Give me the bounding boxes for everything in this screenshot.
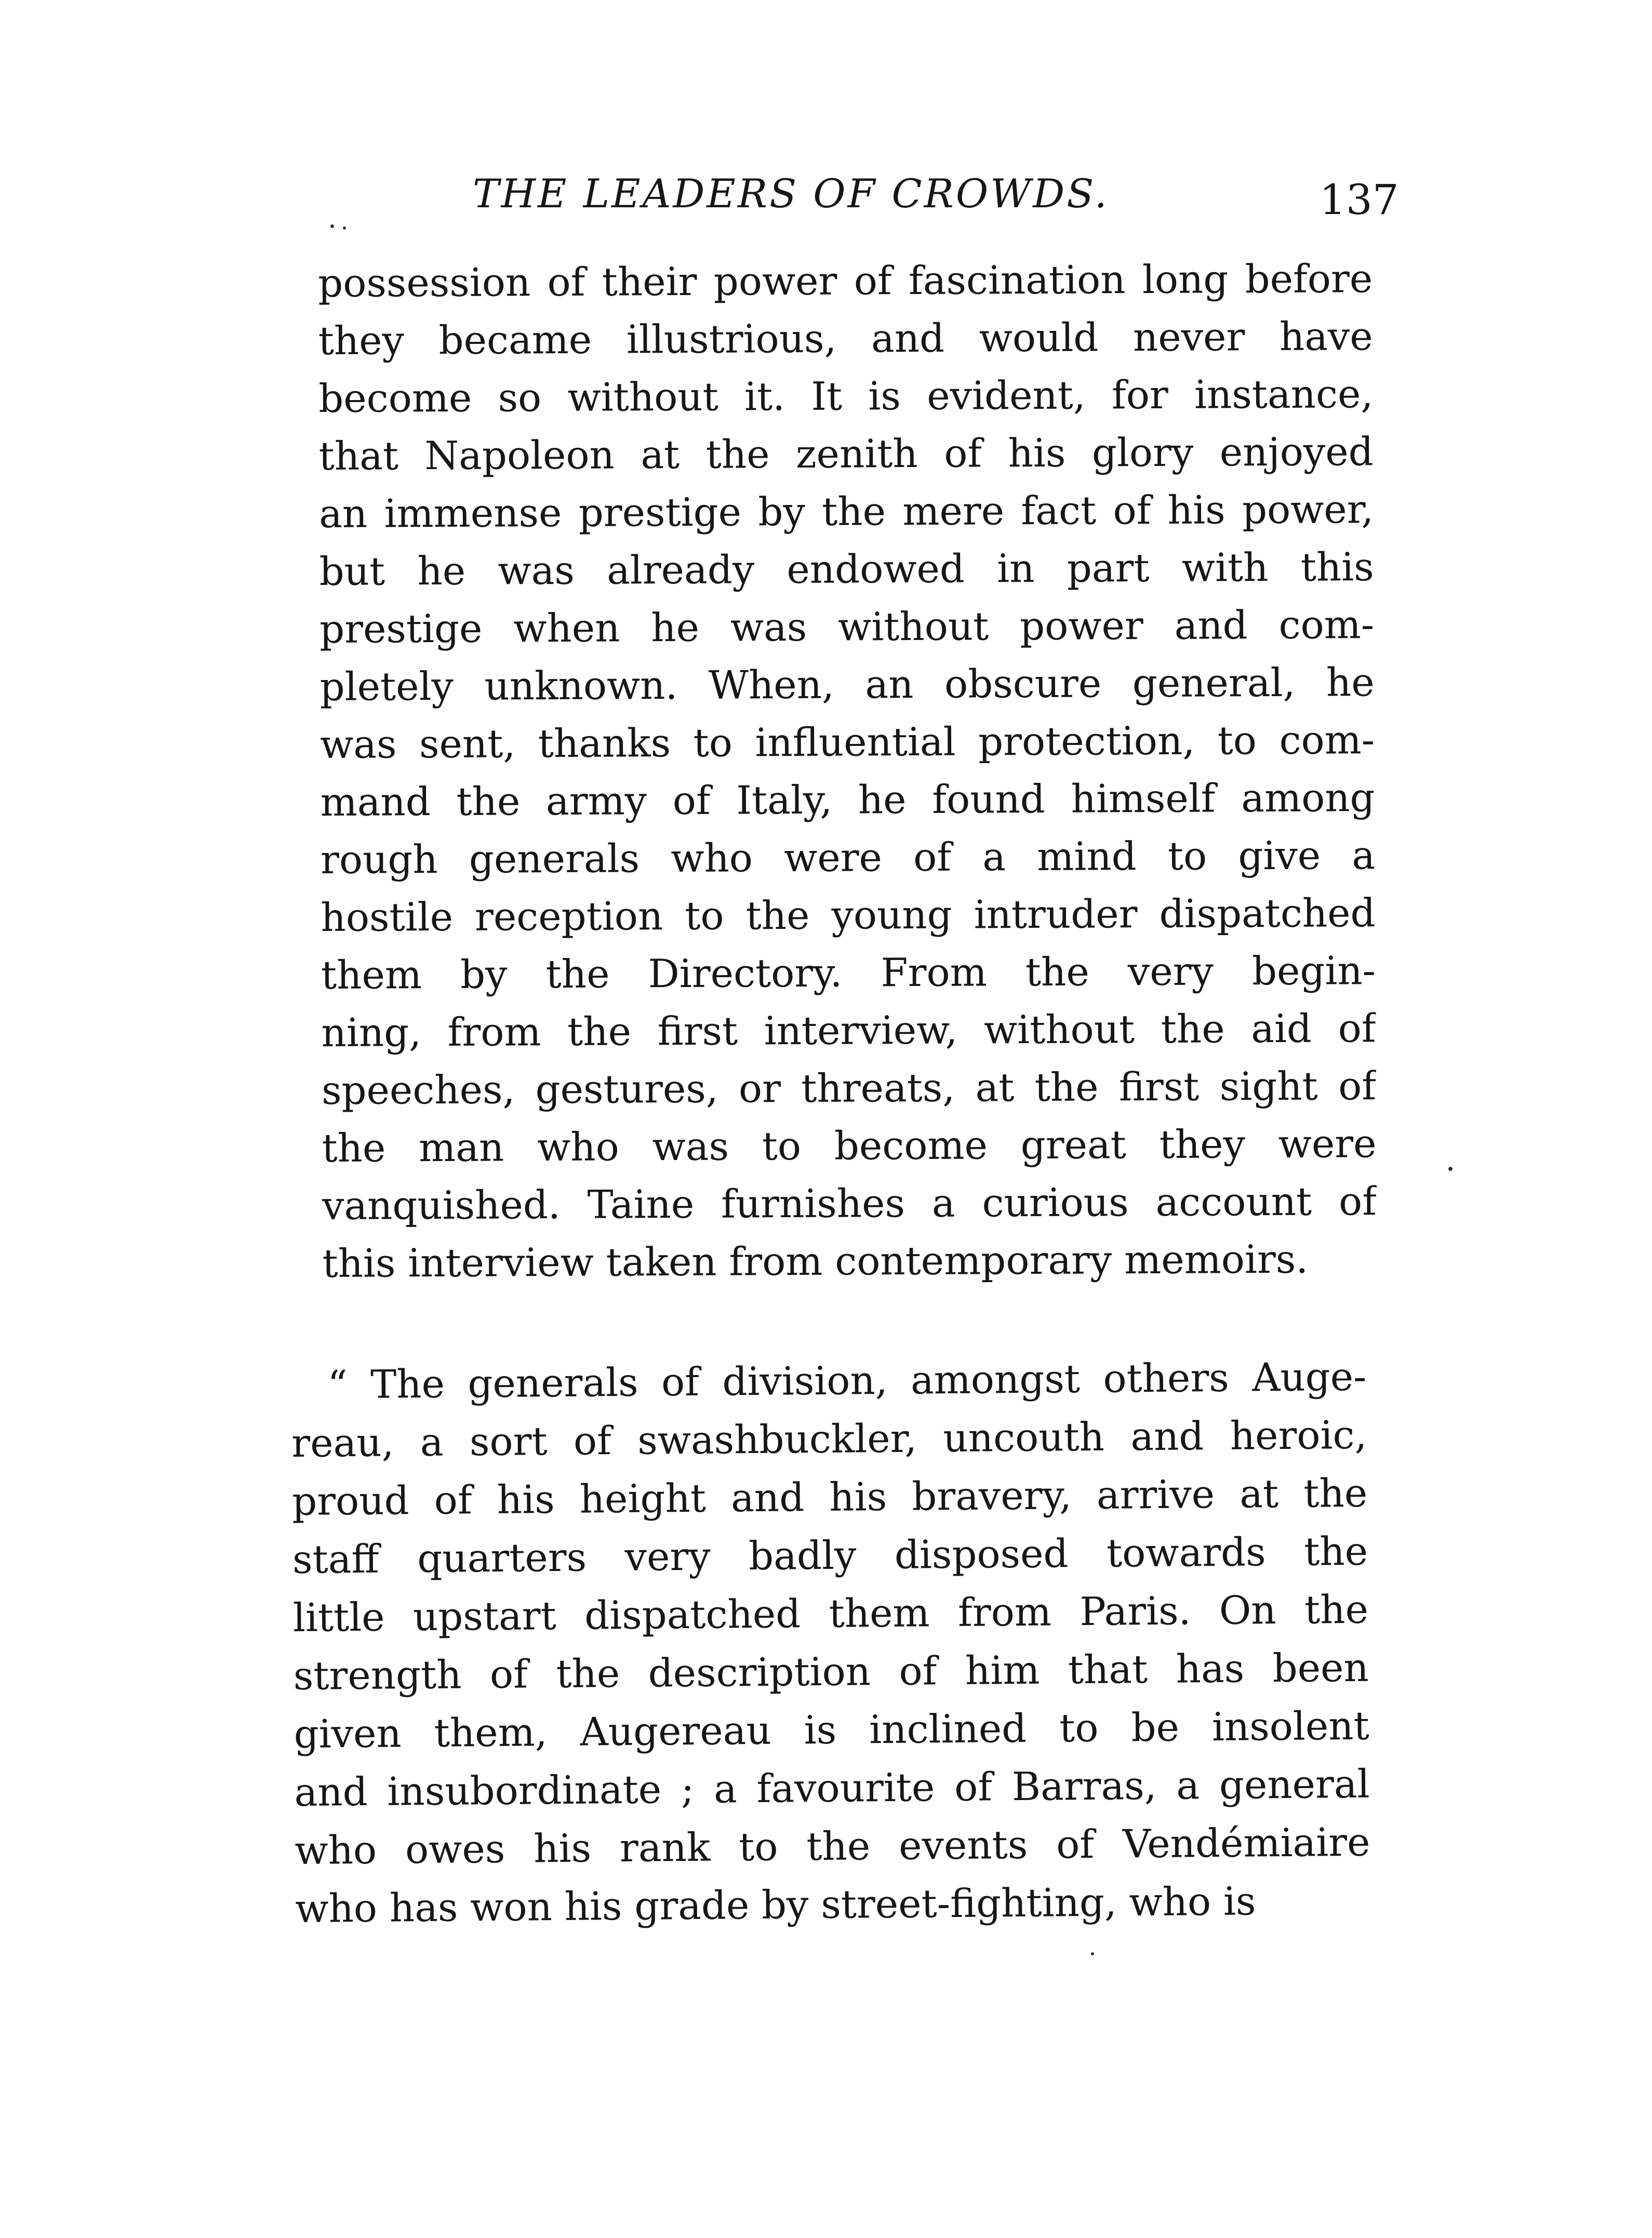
scan-speck — [1448, 1167, 1453, 1171]
page-number: 137 — [1320, 176, 1399, 224]
scan-speck — [1091, 1952, 1094, 1955]
body-paragraph — [318, 250, 1377, 1293]
text-line: them by the Directory. From the very begin- — [321, 948, 1376, 998]
text-line: speeches, gestures, or threats, at the first sight of — [321, 1063, 1377, 1113]
text-line: an immense prestige by the mere fact of his power, — [318, 486, 1374, 537]
text-line: little upstart dispatched them from Paris. On the — [292, 1586, 1369, 1641]
text-line: reau, a sort of swashbuckler, uncouth and heroic, — [291, 1411, 1367, 1466]
text-line: strength of the description of him that has been — [293, 1644, 1369, 1699]
text-line: mand the army of Italy, he found himself among — [320, 775, 1375, 825]
text-line: staff quarters very badly disposed towards the — [292, 1528, 1368, 1582]
text-line: that Napoleon at the zenith of his glory enjoyed — [318, 429, 1374, 479]
text-line: who owes his rank to the events of Vendémiaire — [295, 1819, 1370, 1873]
text-line: pletely unknown. When, an obscure general, he — [319, 659, 1375, 710]
quotation-paragraph — [291, 1348, 1371, 1938]
text-line: ning, from the first interview, without the aid of — [321, 1005, 1376, 1056]
scan-speck — [330, 224, 334, 228]
running-head: THE LEADERS OF CROWDS. — [473, 170, 1109, 217]
scan-speck — [343, 227, 346, 230]
text-line: given them, Augereau is inclined to be insolent — [294, 1702, 1369, 1757]
text-line: “ The generals of division, amongst others Auge- — [327, 1353, 1367, 1408]
text-line: this interview taken from contemporary memoirs. — [322, 1236, 1309, 1286]
text-line: possession of their power of fascination long before — [318, 256, 1373, 306]
text-line: proud of his height and his bravery, arrive at the — [291, 1470, 1368, 1524]
text-line: become so without it. It is evident, for instance, — [318, 371, 1374, 421]
text-line: who has won his grade by street-fighting, who is — [295, 1878, 1256, 1931]
text-line: hostile reception to the young intruder dispatched — [321, 890, 1376, 940]
text-line: the man who was to become great they were — [322, 1121, 1377, 1171]
text-line: but he was already endowed in part with this — [319, 544, 1374, 594]
text-line: and insubordinate ; a favourite of Barras, a general — [294, 1761, 1370, 1815]
text-line: was sent, thanks to influential protection, to com- — [319, 717, 1375, 767]
text-line: vanquished. Taine furnishes a curious account of — [322, 1178, 1377, 1229]
text-line: they became illustrious, and would never have — [318, 313, 1373, 364]
text-line: rough generals who were of a mind to give a — [320, 832, 1376, 883]
text-line: prestige when he was without power and com- — [319, 602, 1375, 652]
